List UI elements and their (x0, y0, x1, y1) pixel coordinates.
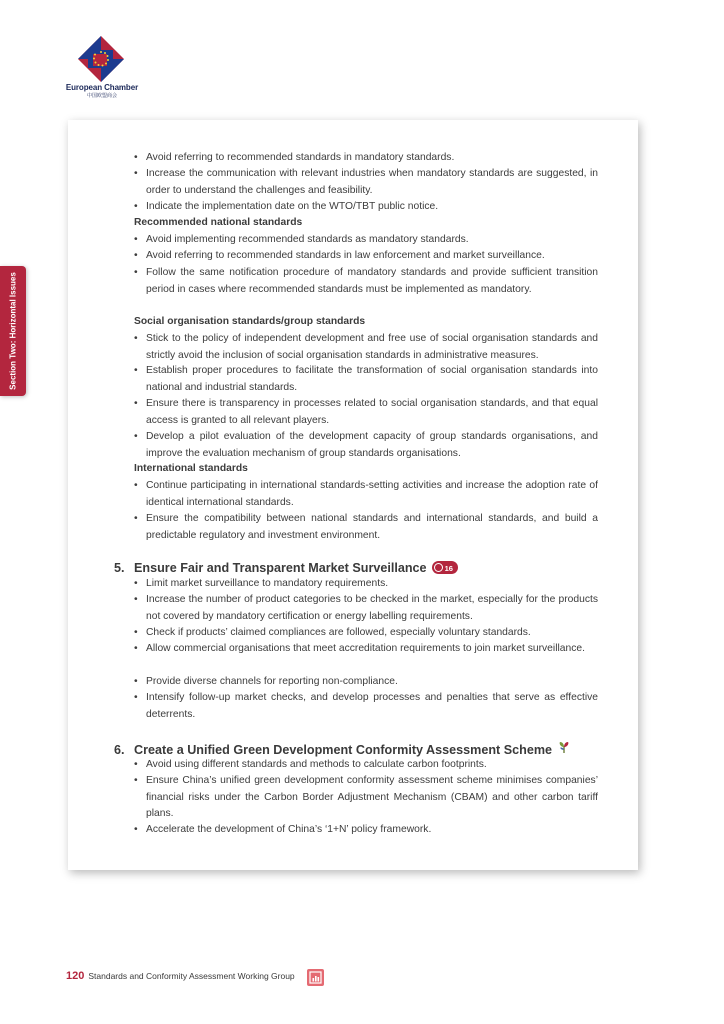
list-item: • Increase the communication with relevant industries when mandatory standards are suggested, in order to understand the challenges and feasibility. (146, 166, 598, 199)
section-side-tab[interactable] (0, 266, 26, 396)
section-title: Create a Unified Green Development Conformity Assessment Scheme (134, 742, 553, 757)
list-item: • Develop a pilot evaluation of the development capacity of group standards organisations, and improve the evaluation mechanism of group standards organisations. (146, 429, 598, 462)
list-item: • Ensure the compatibility between national standards and international standards, and build a predictable regulatory and investment environment. (146, 511, 598, 544)
list-item: • Establish proper procedures to facilitate the transformation of social organisation standards into national and industrial standards. (146, 363, 598, 396)
chamber-emblem-icon (78, 36, 124, 82)
logo-name-cn: 中国欧盟商会 (86, 93, 117, 99)
list-item: • Avoid referring to recommended standards in mandatory standards. (146, 150, 598, 167)
subheading: Recommended national standards (134, 217, 303, 228)
list-item: • Stick to the policy of independent development and free use of social organisation standards and strictly avoid the inclusion of social organisation standards in administrative measures. (146, 331, 598, 364)
list-item: • Allow commercial organisations that meet accreditation requirements to join market surveillance. (146, 641, 598, 658)
subheading: International standards (134, 463, 248, 474)
list-item: • Increase the number of product categories to be checked in the market, especially for the products not covered by mandatory certification or energy labelling requirements. (146, 592, 598, 625)
list-item: • Follow the same notification procedure of mandatory standards and provide sufficient transition period in cases where recommended standards must be implemented as mandatory. (146, 265, 598, 298)
page-footer (66, 970, 295, 982)
list-item: • Accelerate the development of China’s ‘1+N’ policy framework. (146, 822, 598, 839)
list-item: • Check if products’ claimed compliances are followed, especially voluntary standards. (146, 625, 598, 642)
subheading: Social organisation standards/group standards (134, 316, 366, 327)
badge-number: 16 (444, 564, 453, 574)
side-tab-label: Section Two: Horizontal Issues (8, 272, 18, 390)
list-item: • Avoid implementing recommended standards as mandatory standards. (146, 232, 598, 249)
list-item: • Intensify follow-up market checks, and develop processes and penalties that serve as effective deterrents. (146, 690, 598, 723)
european-chamber-logo (62, 36, 142, 100)
section-number: 6. (114, 742, 125, 757)
list-item: • Avoid referring to recommended standards in law enforcement and market surveillance. (146, 248, 598, 265)
list-item: • Ensure there is transparency in processes related to social organisation standards, and that equal access is granted to all relevant players. (146, 396, 598, 429)
working-group-name: Standards and Conformity Assessment Working Group (88, 971, 295, 981)
list-item: • Limit market surveillance to mandatory requirements. (146, 576, 598, 593)
section-number: 5. (114, 561, 125, 575)
target-icon (434, 563, 443, 572)
logo-name: European Chamber (65, 83, 139, 92)
list-item: • Indicate the implementation date on the WTO/TBT public notice. (146, 199, 598, 216)
page-number: 120 (66, 970, 85, 982)
section-title: Ensure Fair and Transparent Market Surveillance (134, 561, 427, 575)
list-item: • Continue participating in international standards-setting activities and increase the adoption rate of identical international standards. (146, 478, 598, 511)
list-item: • Provide diverse channels for reporting non-compliance. (146, 674, 598, 691)
list-item: • Ensure China’s unified green development conformity assessment scheme minimises companies’ financial risks under the Carbon Border Adjustment Mechanism (CBAM) and other carbon tariff plans. (146, 773, 598, 823)
list-item: • Avoid using different standards and methods to calculate carbon footprints. (146, 757, 598, 774)
section-heading (114, 561, 458, 575)
green-sprout-icon (557, 740, 571, 757)
sdg-badge (432, 561, 458, 574)
chart-icon (307, 969, 324, 986)
content-card (68, 120, 638, 870)
